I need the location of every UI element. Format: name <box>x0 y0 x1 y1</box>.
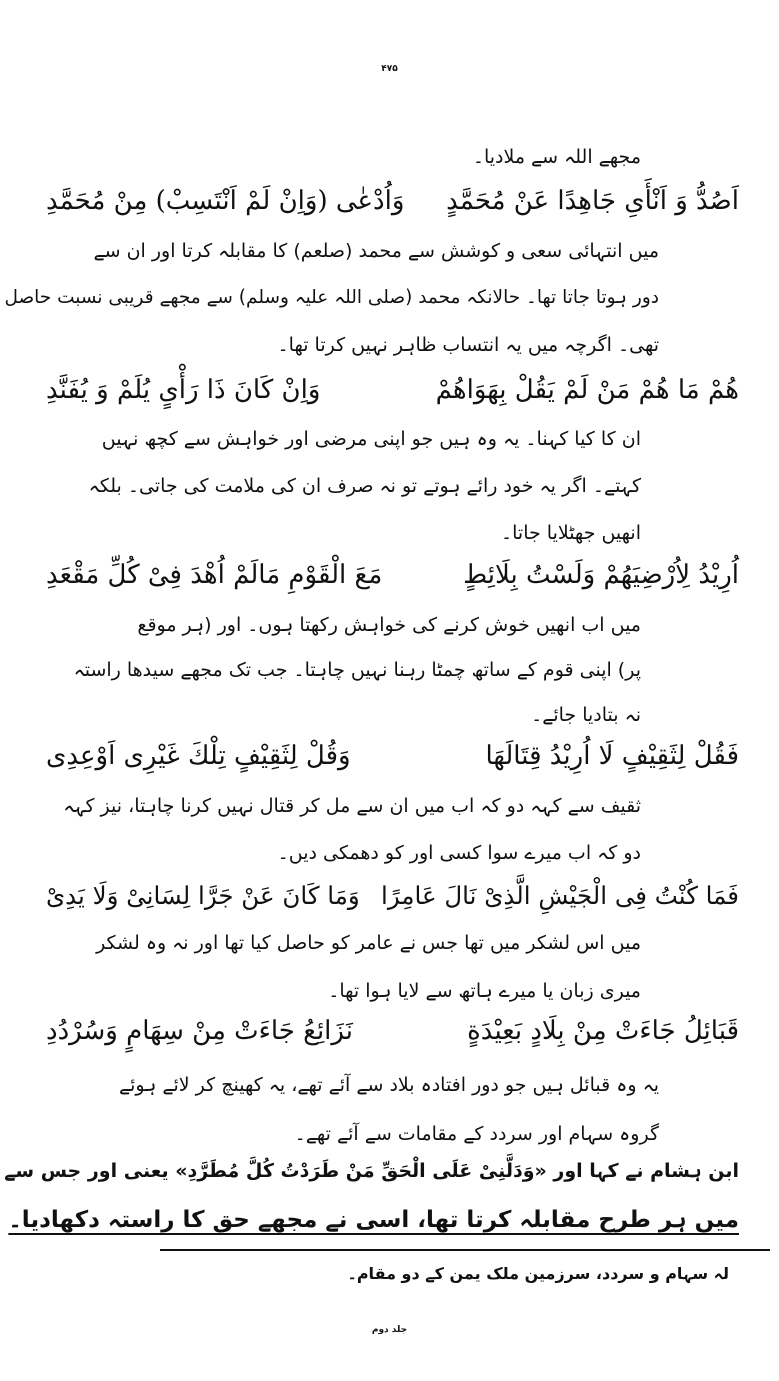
translation-line: ان کا کیا کہنا۔ یہ وہ ہیں جو اپنی مرضی اور خواہش سے کچھ نہیں <box>101 428 641 450</box>
ibn-hisham-note: میں ہر طرح مقابلہ کرتا تھا، اسی نے مجھے حق کا راستہ دکھادیا۔ <box>8 1207 739 1233</box>
ibn-hisham-note: ابن ہشام نے کہا اور «وَدَلَّنِیْ عَلَی الْحَقِّ مَنْ طَرَدْتُ كُلَّ مُطَرَّدِ» یعنی اور جس سے <box>4 1160 739 1182</box>
translation-line: نہ بتادیا جائے۔ <box>531 704 641 726</box>
translation-line: انھیں جھٹلایا جاتا۔ <box>501 522 641 544</box>
translation-line: پر) اپنی قوم کے ساتھ چمٹا رہنا نہیں چاہتا۔ جب تک مجھے سیدھا راستہ <box>73 659 641 681</box>
verse-second-hemistich: وَقُلْ لِثَقِیْفٍ تِلْكَ غَیْرِی اَوْعِدِی <box>46 741 351 771</box>
verse-first-hemistich: قَبَائِلُ جَاءَتْ مِنْ بِلَادٍ بَعِیْدَةٍ <box>467 1016 739 1046</box>
footnote-divider <box>160 1249 770 1251</box>
verse-second-hemistich: نَزَائِعُ جَاءَتْ مِنْ سِهَامٍ وَسُرْدُدِ <box>46 1016 353 1046</box>
verse-second-hemistich: وَاِنْ كَانَ ذَا رَأْیٍ یُلَمْ وَ یُفَنَّدِ <box>46 375 321 405</box>
translation-line: میں انتہائی سعی و کوشش سے محمد (صلعم) کا مقابلہ کرتا اور ان سے <box>93 240 659 262</box>
verse-second-hemistich: مَعَ الْقَوْمِ مَالَمْ اُهْدَ فِیْ كُلِّ مَقْعَدِ <box>46 560 383 590</box>
verse-first-hemistich: هُمْ مَا هُمْ مَنْ لَمْ یَقُلْ بِهَوَاهُمْ <box>435 375 739 405</box>
translation-line: کہتے۔ اگر یہ خود رائے ہوتے تو نہ صرف ان کی ملامت کی جاتی۔ بلکہ <box>88 475 641 497</box>
verse-first-hemistich: فَمَا كُنْتُ فِی الْجَیْشِ الَّذِیْ نَالَ عَامِرًا <box>381 881 739 910</box>
translation-line: تھی۔ اگرچہ میں یہ انتساب ظاہر نہیں کرتا تھا۔ <box>277 334 659 356</box>
footnote: لہ سہام و سردد، سرزمین ملک یمن کے دو مقام۔ <box>347 1264 729 1283</box>
page-number: ۴۷۵ <box>381 64 398 74</box>
verse-second-hemistich: وَاُدْعٰی (وَاِنْ لَمْ اَنْتَسِبْ) مِنْ مُحَمَّدِ <box>46 186 405 216</box>
verse-second-hemistich: وَمَا كَانَ عَنْ جَرَّا لِسَانِیْ وَلَا یَدِیْ <box>46 881 360 910</box>
translation-line: گروہ سہام اور سردد کے مقامات سے آئے تھے۔ <box>294 1123 659 1145</box>
translation-line: یہ وہ قبائل ہیں جو دور افتادہ بلاد سے آئے تھے، یہ کھینچ کر لائے ہوئے <box>118 1074 659 1096</box>
translation-line: میں اس لشکر میں تھا جس نے عامر کو حاصل کیا تھا اور نہ وہ لشکر <box>96 932 641 954</box>
translation-line: میری زبان یا میرے ہاتھ سے لایا ہوا تھا۔ <box>328 980 641 1002</box>
volume-label: جلد دوم <box>371 1325 408 1335</box>
translation-line: دو کہ اب میرے سوا کسی اور کو دھمکی دیں۔ <box>277 842 641 864</box>
verse-first-hemistich: اَصُدُّ وَ اَنْأَیِ جَاھِدًا عَنْ مُحَمَّدٍ <box>446 186 739 216</box>
translation-line: دور ہوتا جاتا تھا۔ حالانکہ محمد (صلی اللہ علیہ وسلم) سے مجھے قریبی نسبت حاصل <box>4 287 659 308</box>
verse-first-hemistich: فَقُلْ لِثَقِیْفٍ لَا اُرِیْدُ قِتَالَهَا <box>485 741 739 771</box>
translation-line: ثقیف سے کہہ دو کہ اب میں ان سے مل کر قتال نہیں کرنا چاہتا، نیز کہہ <box>63 795 641 817</box>
verse-first-hemistich: اُرِیْدُ لِاُرْضِیَهُمْ وَلَسْتُ بِلَائِطٍ <box>463 560 739 590</box>
translation-line: میں اب انھیں خوش کرنے کی خواہش رکھتا ہوں۔ اور (ہر موقع <box>137 614 641 636</box>
text-line: مجھے اللہ سے ملادیا۔ <box>472 146 641 168</box>
